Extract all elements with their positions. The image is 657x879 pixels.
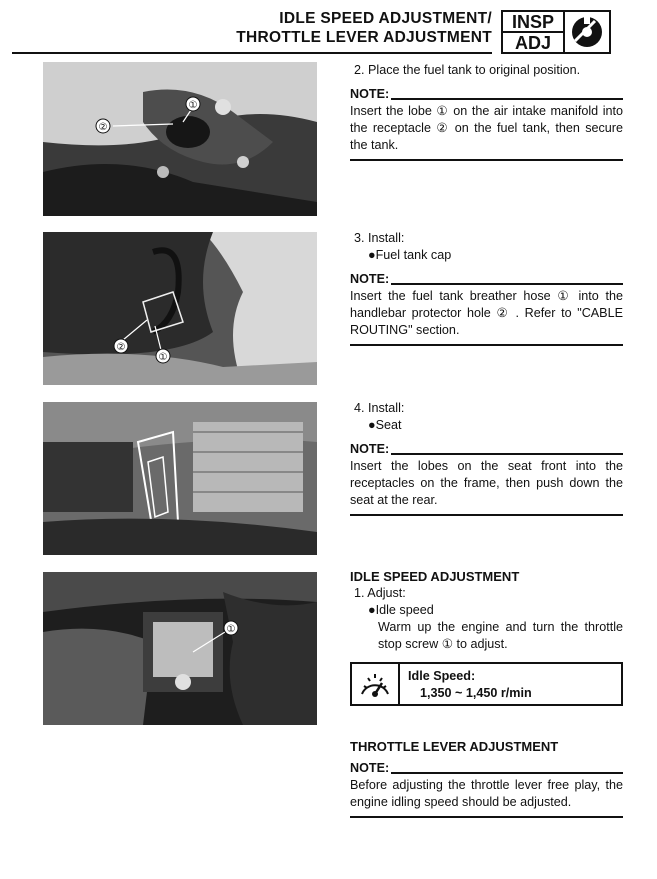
spec-value: 1,350 ~ 1,450 r/min (420, 686, 532, 700)
note-heading (350, 760, 623, 777)
note-heading (350, 86, 623, 103)
photo-throttle-stop-screw (43, 572, 317, 725)
idle-item: ●Idle speed (368, 603, 434, 617)
note-text: Insert the fuel tank breather hose ① into the handlebar protector hole ② . Refer to "CABLE ROUTING" section. (350, 289, 623, 337)
step-2: 2. Place the fuel tank to original position. (354, 63, 581, 77)
idle-step-1: 1. Adjust: (354, 586, 406, 600)
wrench-icon (565, 12, 609, 52)
photo2-callout-2: ② (116, 342, 126, 353)
badge-adj: ADJ (514, 32, 551, 53)
note-label: NOTE: (350, 87, 390, 101)
note-rule (350, 344, 623, 346)
note-heading (350, 441, 623, 458)
page-title-line1: IDLE SPEED ADJUSTMENT/ (279, 10, 492, 27)
photo1-callout-1: ① (188, 100, 198, 111)
note-rule (350, 514, 623, 516)
note-label: NOTE: (350, 442, 390, 456)
photo-breather-hose (43, 232, 317, 385)
note-text: Insert the lobes on the seat front into the receptacles on the frame, then push down the seat at the rear. (350, 459, 623, 507)
idle-speed-heading: IDLE SPEED ADJUSTMENT (350, 569, 520, 584)
note-label: NOTE: (350, 272, 390, 286)
step-3-item: ●Fuel tank cap (368, 248, 452, 262)
block-idle-speed (350, 568, 623, 653)
section-badge (501, 10, 611, 54)
page-title-line2: THROTTLE LEVER ADJUSTMENT (236, 29, 492, 46)
note-text: Insert the lobe ① on the air intake manifold into the receptacle ② on the fuel tank, then secure the tank. (350, 104, 623, 152)
tachometer-icon (352, 664, 400, 704)
step-3: 3. Install: (354, 231, 405, 245)
spec-label: Idle Speed: (408, 669, 476, 683)
photo2-callout-1: ① (158, 352, 168, 363)
block-seat (350, 400, 623, 516)
note-rule (350, 159, 623, 161)
step-4: 4. Install: (354, 401, 405, 415)
idle-instruction: Warm up the engine and turn the throttle stop screw ① to adjust. (378, 620, 623, 651)
note-heading (350, 271, 623, 288)
step-4-item: ●Seat (368, 418, 402, 432)
badge-insp: INSP (503, 12, 563, 33)
photo-seat-lobes (43, 402, 317, 555)
photo4-callout-1: ① (226, 624, 236, 635)
photo1-callout-2: ② (98, 122, 108, 133)
photo-fuel-tank-lobe (43, 62, 317, 216)
block-fuel-tank-cap (350, 230, 623, 346)
note-label: NOTE: (350, 761, 390, 775)
block-throttle-lever (350, 738, 623, 818)
header-rule (12, 52, 492, 54)
note-rule (350, 816, 623, 818)
note-text: Before adjusting the throttle lever free play, the engine idling speed should be adjusted. (350, 778, 623, 809)
throttle-heading: THROTTLE LEVER ADJUSTMENT (350, 739, 559, 754)
idle-speed-spec-box (350, 662, 623, 706)
block-fuel-tank-position (350, 62, 623, 161)
